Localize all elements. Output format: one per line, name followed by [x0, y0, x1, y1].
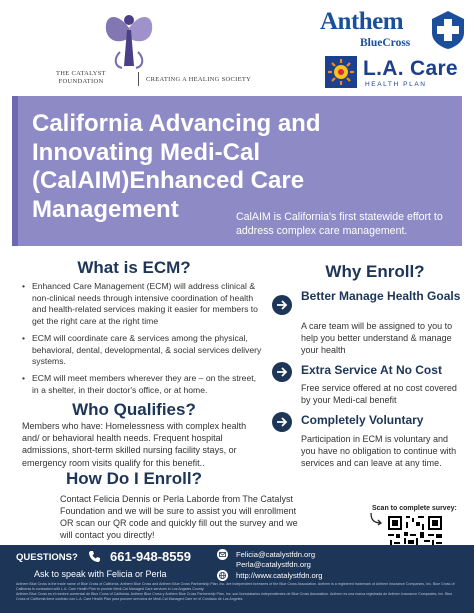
fineprint-english: Anthem Blue Cross is the trade name of Blue Cross of California. Anthem Blue Cross and Anthem Blue Cross Partnership Plan, Inc. are independent licensees of the Blue Cross Association. Anthem is a registered trademark of Anthem Insurance Companies, Inc. Blue Cross of California is contracted with L.A. Care Health Plan to provide Medi-Cal Managed Care services in Los Angeles County.	[16, 582, 455, 591]
catalyst-foundation-logo	[28, 8, 252, 88]
benefit-text-3: Participation in ECM is voluntary and you have no obligation to continue with services and can leave at any time.	[301, 434, 457, 469]
catalyst-name	[36, 70, 126, 86]
benefit-title-1: Better Manage Health Goals	[301, 289, 461, 303]
ecm-item-1: • Enhanced Care Management (ECM) will address clinical & non-clinical needs through intensive coordination of health and health-related services making it easier for members to get the right care at the right time	[22, 281, 262, 328]
title-line-1: California Advancing and	[32, 110, 321, 137]
qualifies-heading: Who Qualifies?	[72, 400, 196, 419]
ask-text: Ask to speak with Felicia or Perla	[34, 569, 167, 579]
benefit-text-2: Free service offered at no cost covered by your Medi-cal benefit	[301, 383, 457, 406]
arrow-right-icon	[272, 295, 292, 315]
title-line-3: (CalAIM)Enhanced Care	[32, 167, 305, 194]
benefit-title-2: Extra Service At No Cost	[301, 363, 442, 377]
email-icon	[217, 549, 228, 560]
catalyst-name-line2: FOUNDATION	[58, 78, 104, 85]
ecm-heading: What is ECM?	[77, 258, 191, 277]
title-band	[12, 96, 462, 246]
globe-icon	[217, 570, 228, 581]
benefit-text-1: A care team will be assigned to you to help you better understand & manage your health	[301, 321, 453, 356]
fineprint-spanish: Anthem Blue Cross es el nombre comercial de Blue Cross of California. Anthem Blue Cross y Anthem Blue Cross Partnership Plan, Inc. son licenciatarios independientes de Blue Cross Association. Anthem es una marca registrada de Anthem Insurance Companies, Inc. Blue Cross of California tiene contrato con L.A. Care Health Plan para proveer servicios de Medi-Cal Managed Care en el Condado de Los Angeles.	[16, 592, 453, 601]
ecm-item-3: • ECM will meet members wherever they are – on the street, in a shelter, in their doctor's office, or at home.	[22, 373, 262, 396]
footer	[0, 545, 474, 613]
lacare-name: L.A. Care	[363, 57, 458, 80]
benefit-title-3: Completely Voluntary	[301, 413, 424, 427]
anthem-sub: BlueCross	[360, 37, 411, 49]
enroll-text: Contact Felicia Dennis or Perla Laborde from The Catalyst Foundation and we will be sure to assist you will enrollment OR scan our QR code and quickly fill out the survey and we will contact you directly!	[60, 494, 298, 540]
title-line-4: Management	[32, 195, 179, 223]
why-enroll-heading: Why Enroll?	[325, 262, 425, 281]
catalyst-name-line1: THE CATALYST	[56, 70, 106, 77]
catalyst-tagline: CREATING A HEALING SOCIETY	[146, 76, 252, 83]
disclaimer-fineprint	[16, 582, 460, 612]
phone-number[interactable]: 661-948-8559	[110, 549, 191, 564]
title-tagline: CalAIM is California's first statewide effort to address complex care management.	[236, 211, 443, 237]
title-line-2: Innovating Medi-Cal	[32, 138, 260, 166]
enroll-heading: How Do I Enroll?	[66, 469, 202, 488]
anthem-name: Anthem	[320, 8, 404, 35]
catalyst-divider	[138, 72, 139, 86]
ecm-list	[22, 281, 262, 401]
email-felicia[interactable]: Felicia@catalystfdn.org	[236, 550, 316, 559]
phone-icon	[88, 550, 101, 563]
title-accent-bar	[12, 96, 18, 246]
qr-label: Scan to complete survey:	[372, 505, 457, 512]
lacare-logo	[325, 56, 470, 92]
catalyst-figure-icon	[100, 8, 158, 70]
lacare-sun-icon	[325, 56, 357, 88]
lacare-sub: HEALTH PLAN	[365, 81, 427, 88]
curved-arrow-icon	[369, 512, 383, 526]
page-title	[32, 110, 452, 224]
anthem-bluecross-logo	[320, 8, 468, 56]
ecm-item-2: • ECM will coordinate care & services among the physical, behavioral, dental, developmental, & social services delivery systems.	[22, 333, 262, 368]
website-link[interactable]: http://www.catalystfdn.org	[236, 571, 323, 580]
arrow-right-icon	[272, 362, 292, 382]
email-perla[interactable]: Perla@catalystfdn.org	[236, 560, 311, 569]
questions-label: QUESTIONS?	[16, 552, 78, 563]
qualifies-text: Members who have: Homelessness with complex health and/ or behavioral health needs. Frequent hospital admissions, short-term skilled nursing facility stays, or emergency room visits qualify for this benefit..	[22, 421, 247, 468]
blue-cross-icon	[430, 10, 466, 50]
arrow-right-icon	[272, 412, 292, 432]
